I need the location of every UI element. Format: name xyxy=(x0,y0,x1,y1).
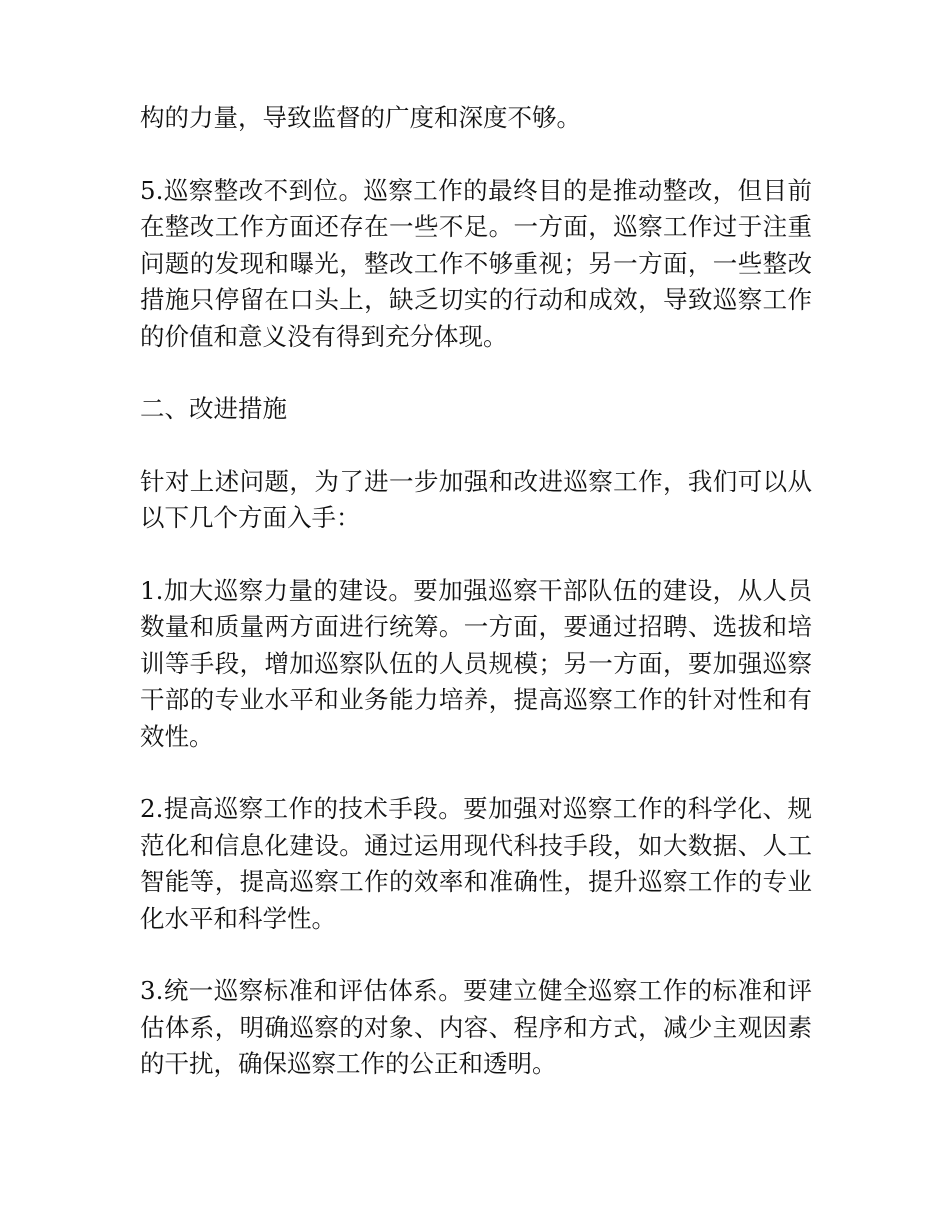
text-line: 3.统一巡察标准和评估体系。要建立健全巡察工作的标准和评 xyxy=(140,976,812,1005)
text-line: 以下几个方面入手： xyxy=(140,503,361,532)
paragraph-intro xyxy=(140,464,812,537)
text-line: 2.提高巡察工作的技术手段。要加强对巡察工作的科学化、规 xyxy=(140,794,812,823)
text-line: 构的力量，导致监督的广度和深度不够。 xyxy=(140,103,581,132)
paragraph-continuation xyxy=(140,100,812,137)
paragraph-measure-3 xyxy=(140,973,812,1083)
heading-text: 二、改进措施 xyxy=(140,394,287,423)
text-line: 措施只停留在口头上，缺乏切实的行动和成效，导致巡察工作 xyxy=(140,285,812,314)
text-line: 的干扰，确保巡察工作的公正和透明。 xyxy=(140,1049,557,1078)
text-line: 训等手段，增加巡察队伍的人员规模；另一方面，要加强巡察 xyxy=(140,648,812,678)
paragraph-measure-1 xyxy=(140,573,812,756)
text-line: 问题的发现和曝光，整改工作不够重视；另一方面，一些整改 xyxy=(140,248,812,278)
text-line: 效性。 xyxy=(140,721,214,751)
text-line: 1.加大巡察力量的建设。要加强巡察干部队伍的建设，从人员 xyxy=(140,575,812,605)
text-line: 5.巡察整改不到位。巡察工作的最终目的是推动整改，但目前 xyxy=(140,175,812,205)
section-heading xyxy=(140,391,812,428)
paragraph-measure-2 xyxy=(140,791,812,937)
text-line: 化水平和科学性。 xyxy=(140,903,336,933)
text-line: 的价值和意义没有得到充分体现。 xyxy=(140,321,508,351)
document-page xyxy=(140,100,812,1119)
text-line: 干部的专业水平和业务能力培养，提高巡察工作的针对性和有 xyxy=(140,685,812,714)
text-line: 数量和质量两方面进行统筹。一方面，要通过招聘、选拔和培 xyxy=(140,612,812,641)
text-line: 估体系，明确巡察的对象、内容、程序和方式，减少主观因素 xyxy=(140,1012,812,1042)
paragraph-item-5 xyxy=(140,173,812,356)
text-line: 范化和信息化建设。通过运用现代科技手段，如大数据、人工 xyxy=(140,830,812,860)
text-line: 智能等，提高巡察工作的效率和准确性，提升巡察工作的专业 xyxy=(140,867,812,896)
text-line: 在整改工作方面还存在一些不足。一方面，巡察工作过于注重 xyxy=(140,212,812,241)
text-line: 针对上述问题，为了进一步加强和改进巡察工作，我们可以从 xyxy=(140,466,812,496)
